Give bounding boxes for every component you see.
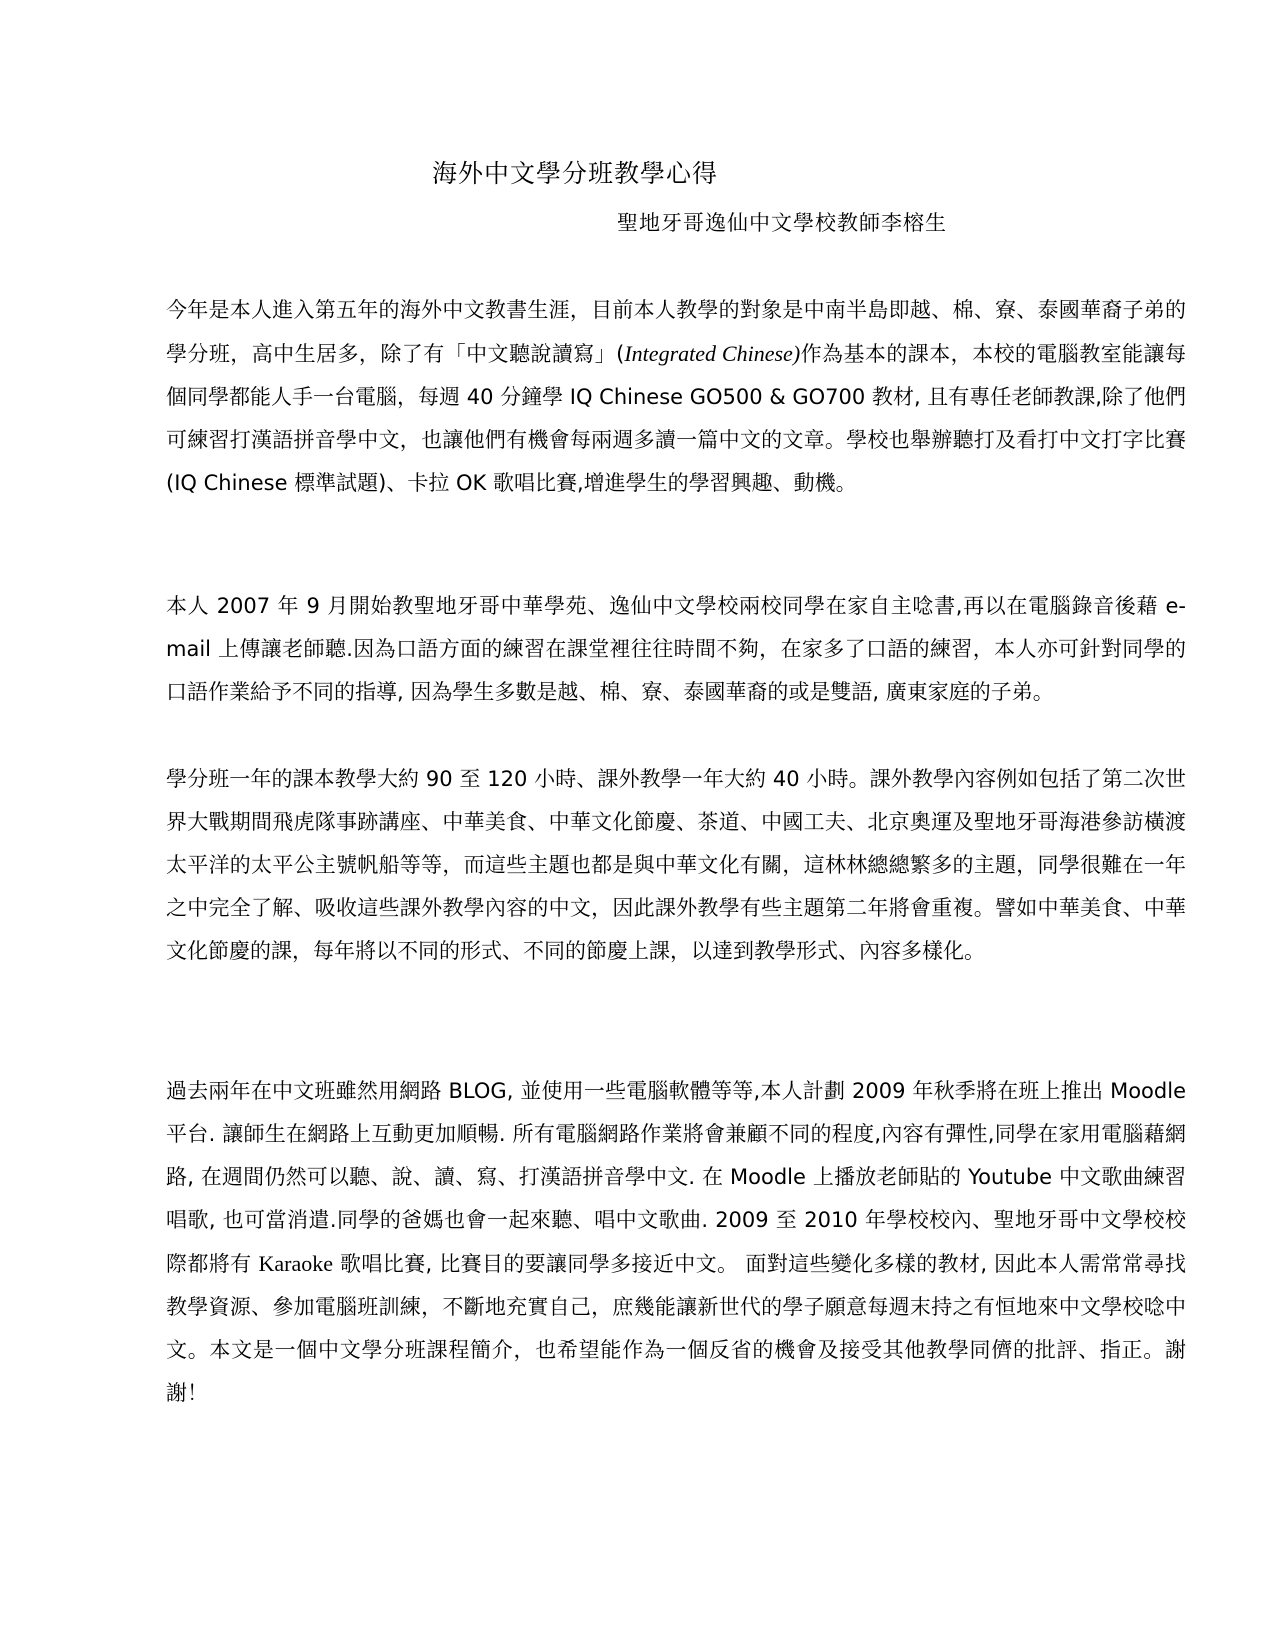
author-byline: 聖地牙哥逸仙中文學校教師李榕生 — [617, 211, 947, 235]
paragraph-3: 學分班一年的課本教學大約 90 至 120 小時、課外教學一年大約 40 小時。課外教學內容例如包括了第二次世界大戰期間飛虎隊事跡講座、中華美食、中華文化節慶、茶道、中國工夫、北京奧運及聖地牙哥海港參訪橫渡太平洋的太平公主號帆船等等，而這些主題也都是與中華文化有關，這林林總總繁多的主題，同學很難在一年之中完全了解、吸收這些課外教學內容的中文，因此課外教學有些主題第二年將會重複。譬如中華美食、中華文化節慶的課，每年將以不同的形式、不同的節慶上課，以達到教學形式、內容多樣化。 — [166, 767, 1186, 963]
paragraph-1 — [166, 289, 1186, 505]
paragraph-1-text-b: 作為基本的課本，本校的電腦教室能讓每個同學都能人手一台電腦，每週 40 分鐘學 IQ Chinese GO500 & GO700 教材, 且有專任老師教課,除了他們可練習打漢語拼音學中文，也讓他們有機會每兩週多讀一篇中文的文章。學校也舉辦聽打及看打中文打字比賽(IQ Chinese 標準試題)、卡拉 OK 歌唱比賽,增進學生的學習興趣、動機。 — [166, 342, 1186, 495]
paragraph-1-text-a: 今年是本人進入第五年的海外中文教書生涯，目前本人教學的對象是中南半島即越、棉、寮、泰國華裔子弟的學分班，高中生居多，除了有「中文聽說讀寫」( — [166, 298, 1186, 366]
paragraph-4-text-b: 歌唱比賽, 比賽目的要讓同學多接近中文。 面對這些變化多樣的教材, 因此本人需常常尋找教學資源、參加電腦班訓練，不斷地充實自己，庶幾能讓新世代的學子願意每週末持之有恒地來中文學校唸中文。本文是一個中文學分班課程簡介，也希望能作為一個反省的機會及接受其他教學同儕的批評、指正。謝謝！ — [166, 1252, 1186, 1405]
paragraph-4-text-a: 過去兩年在中文班雖然用網路 BLOG, 並使用一些電腦軟體等等,本人計劃 2009 年秋季將在班上推出 Moodle 平台. 讓師生在網路上互動更加順暢. 所有電腦網路作業將會兼顧不同的程度,內容有彈性,同學在家用電腦藉網路, 在週間仍然可以聽、說、讀、寫、打漢語拼音學中文. 在 Moodle 上播放老師貼的 Youtube 中文歌曲練習唱歌, 也可當消遣.同學的爸媽也會一起來聽、唱中文歌曲. 2009 至 2010 年學校校內、聖地牙哥中文學校校際都將有 — [166, 1079, 1186, 1276]
document-title: 海外中文學分班教學心得 — [432, 159, 719, 188]
paragraph-1-italic-text: Integrated Chinese) — [624, 341, 801, 366]
paragraph-4 — [166, 1070, 1186, 1415]
paragraph-2: 本人 2007 年 9 月開始教聖地牙哥中華學苑、逸仙中文學校兩校同學在家自主唸書,再以在電腦錄音後藉 e-mail 上傳讓老師聽.因為口語方面的練習在課堂裡往往時間不夠，在家多了口語的練習，本人亦可針對同學的口語作業給予不同的指導, 因為學生多數是越、棉、寮、泰國華裔的或是雙語, 廣東家庭的子弟。 — [166, 594, 1186, 704]
paragraph-4-serif-text: Karaoke — [258, 1251, 334, 1276]
